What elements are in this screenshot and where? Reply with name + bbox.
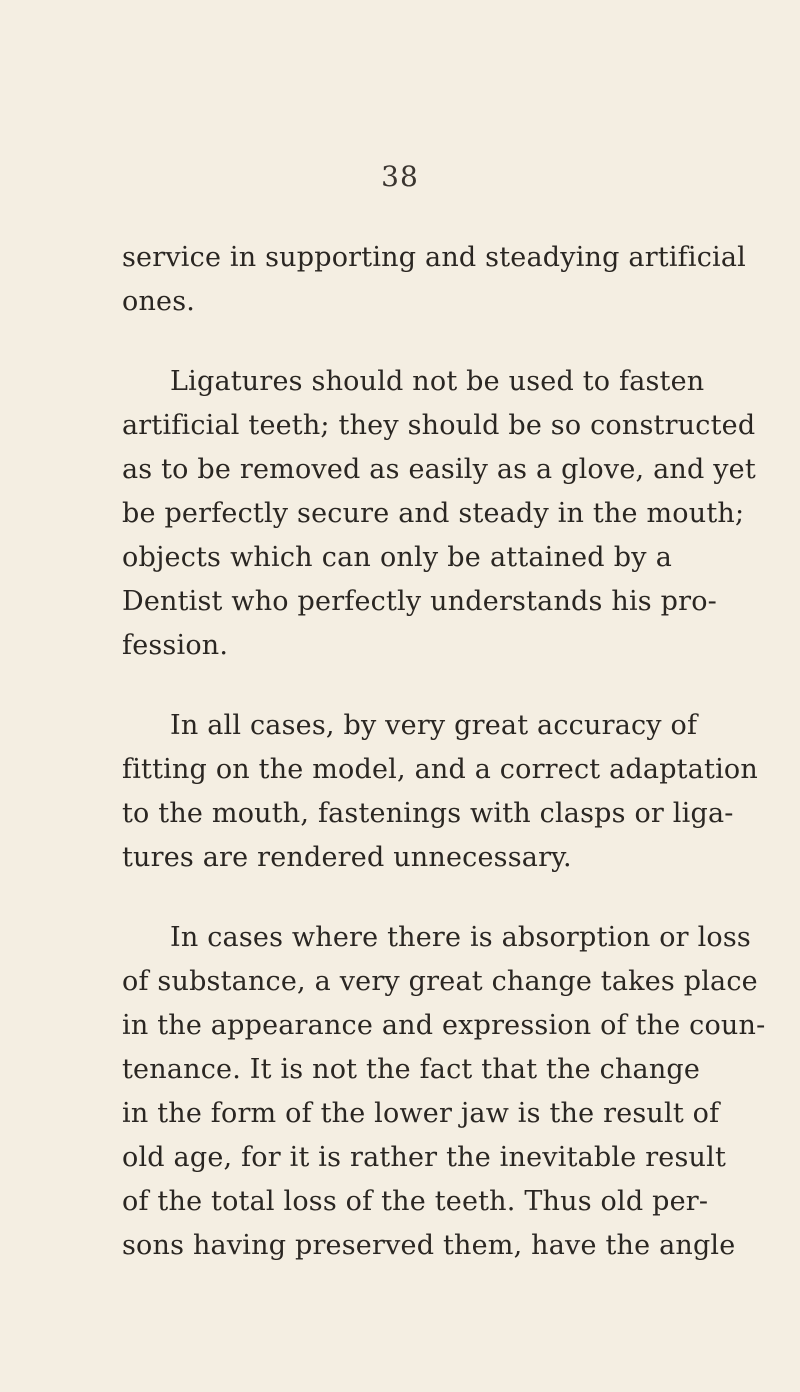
text-line: tures are rendered unnecessary. bbox=[122, 842, 572, 873]
text-line: old age, for it is rather the inevitable result bbox=[122, 1142, 727, 1173]
paragraph-gap bbox=[122, 668, 672, 704]
text-line: sons having preserved them, have the angle bbox=[122, 1230, 736, 1261]
text-line: tenance. It is not the fact that the change bbox=[122, 1054, 701, 1085]
text-line: fession. bbox=[122, 630, 229, 661]
text-line: service in supporting and steadying artificial bbox=[122, 242, 747, 273]
text-line: ones. bbox=[122, 286, 196, 317]
text-line: In all cases, by very great accuracy of bbox=[170, 710, 698, 741]
text-line: of substance, a very great change takes place bbox=[122, 966, 758, 997]
text-line: to the mouth, fastenings with clasps or liga- bbox=[122, 798, 734, 829]
text-line: Ligatures should not be used to fasten bbox=[170, 366, 705, 397]
body-text bbox=[122, 236, 766, 1268]
text-line: In cases where there is absorption or loss bbox=[170, 922, 751, 953]
text-line: be perfectly secure and steady in the mouth; bbox=[122, 498, 745, 529]
paragraph-gap bbox=[122, 324, 672, 360]
text-line: artificial teeth; they should be so constructed bbox=[122, 410, 756, 441]
text-line: fitting on the model, and a correct adaptation bbox=[122, 754, 758, 785]
text-line: of the total loss of the teeth. Thus old per- bbox=[122, 1186, 709, 1217]
text-line: in the form of the lower jaw is the result of bbox=[122, 1098, 720, 1129]
text-line: in the appearance and expression of the coun- bbox=[122, 1010, 766, 1041]
text-line: as to be removed as easily as a glove, and yet bbox=[122, 454, 756, 485]
text-line: Dentist who perfectly understands his pro- bbox=[122, 586, 718, 617]
text-line: objects which can only be attained by a bbox=[122, 542, 672, 573]
paragraph-gap bbox=[122, 880, 672, 916]
page-number: 38 bbox=[381, 160, 419, 193]
